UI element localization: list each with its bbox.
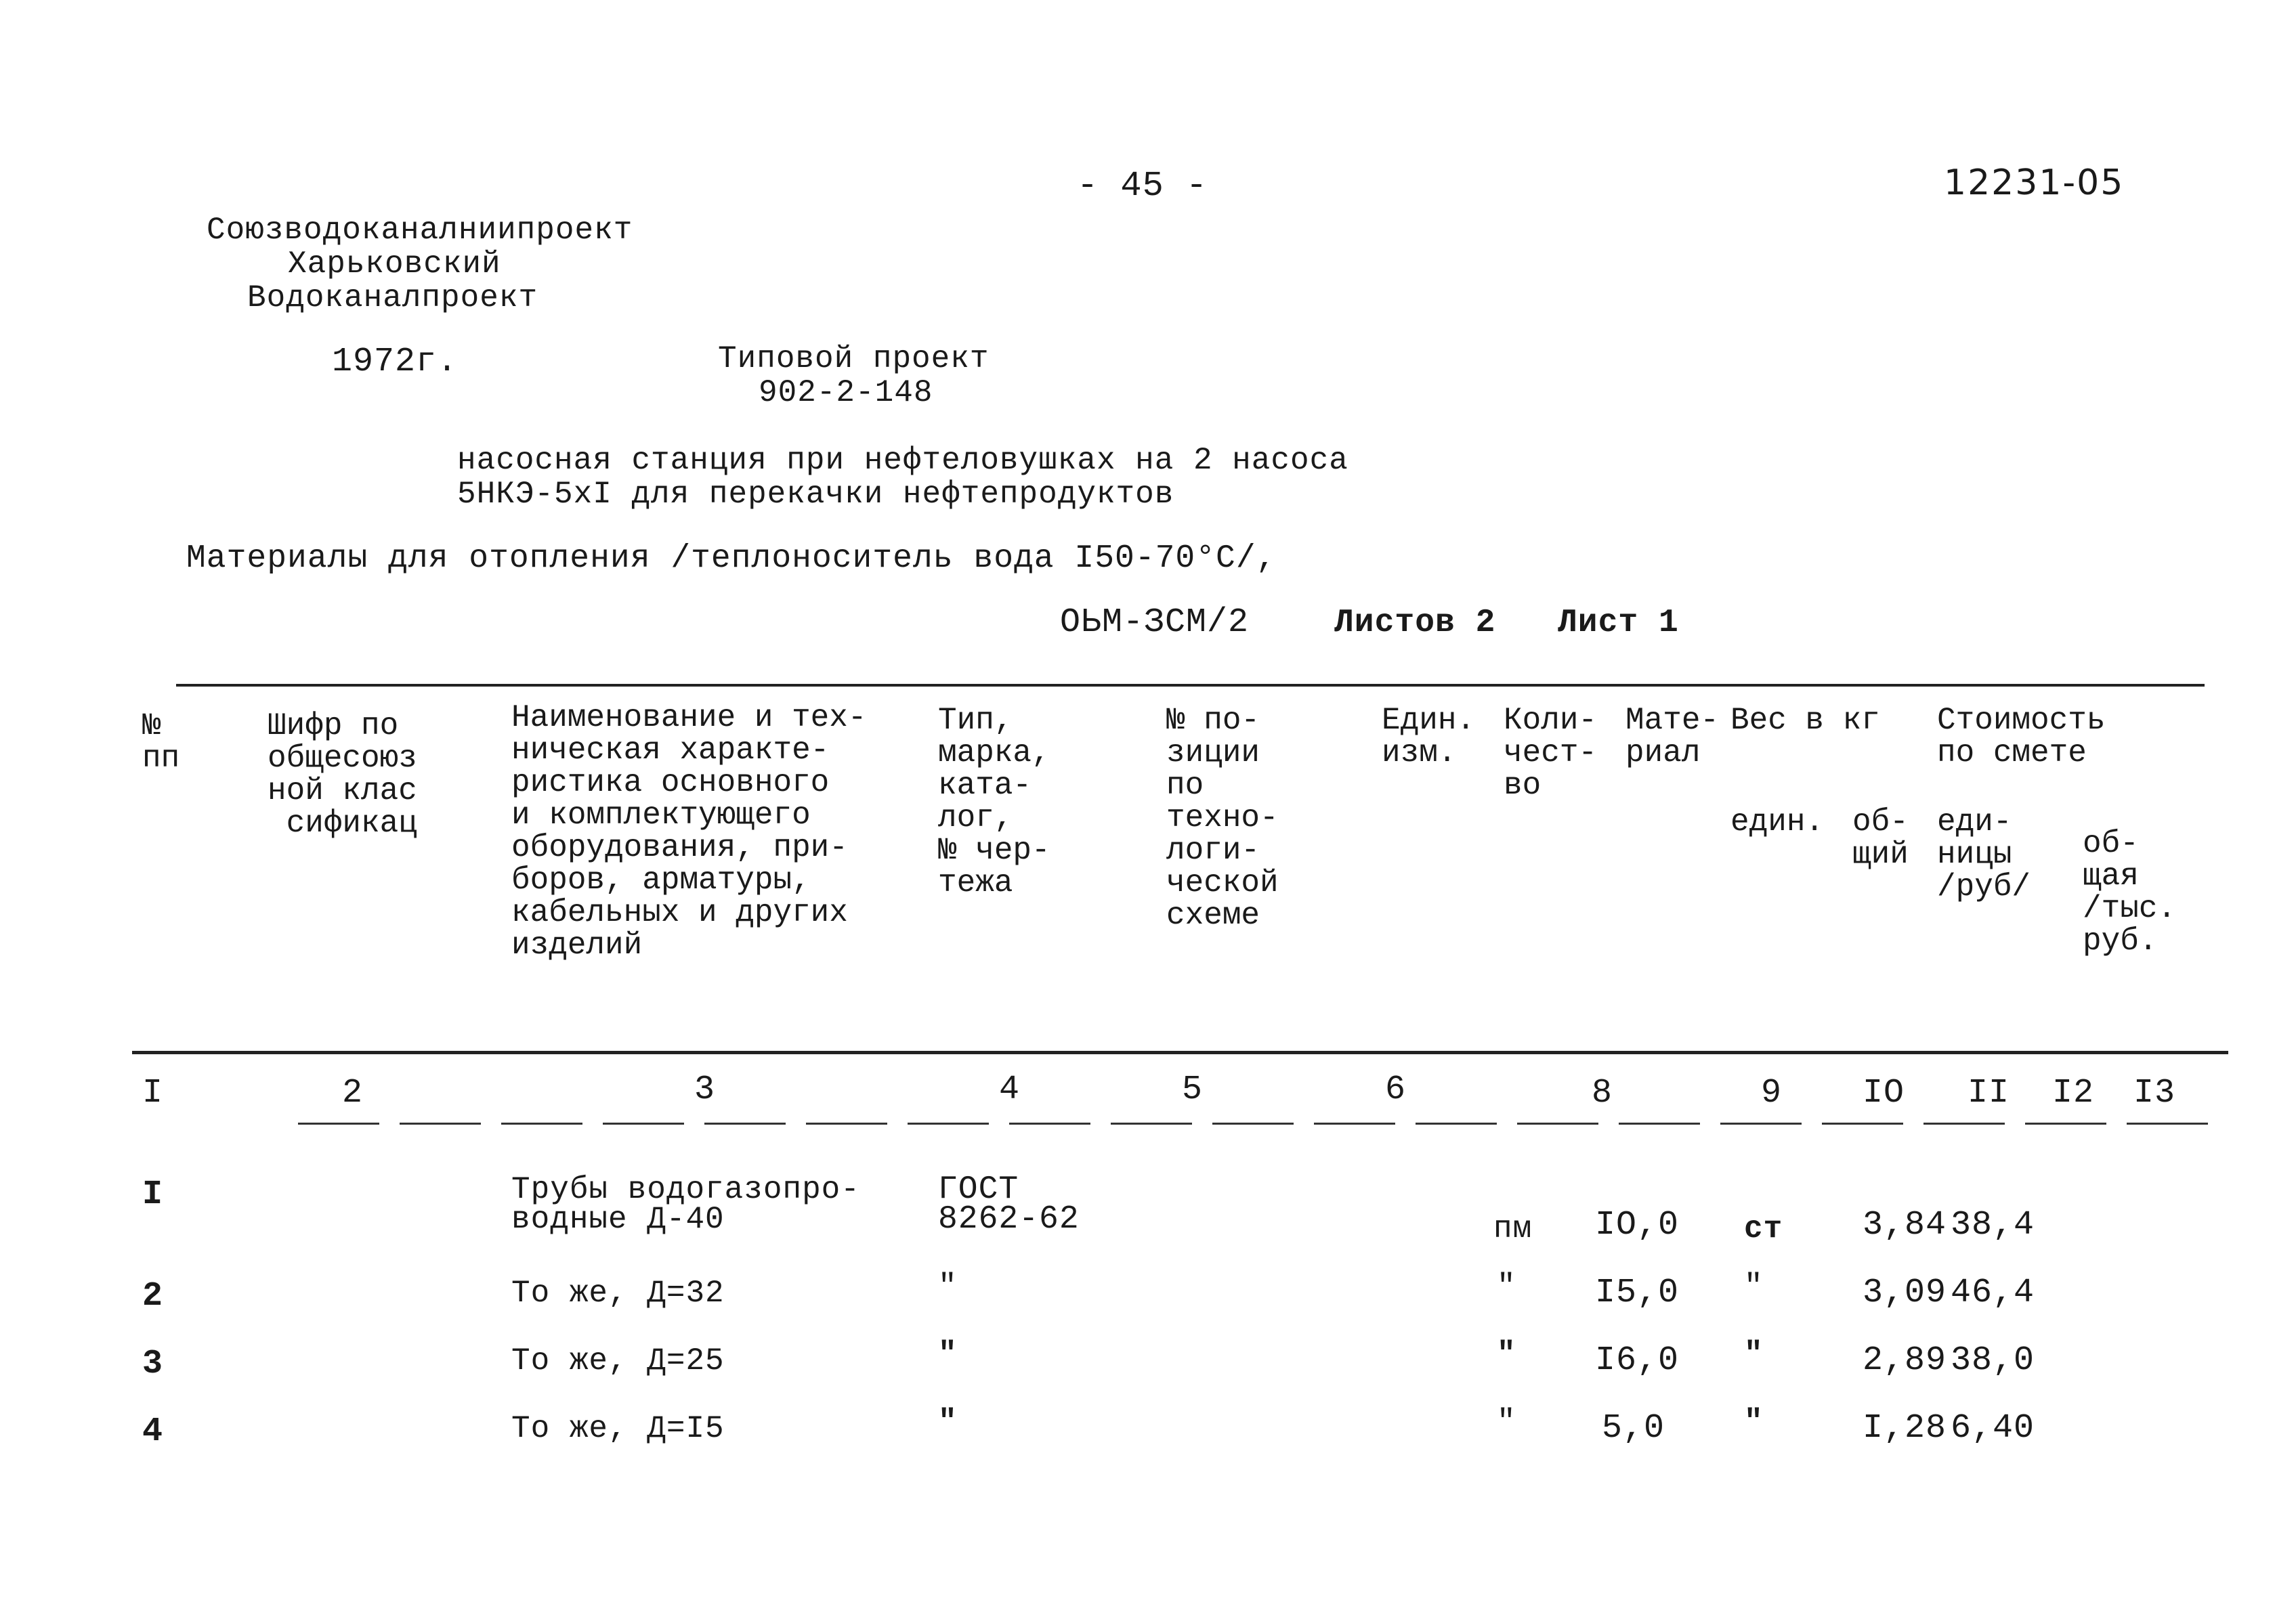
row-unit: " [1497, 1337, 1516, 1372]
row-total: 6,40 [1951, 1409, 2035, 1448]
header-col-7: Коли- чест- во [1504, 703, 1598, 803]
row-type: " [938, 1337, 958, 1372]
row-unit: " [1497, 1404, 1516, 1440]
col-number: I3 [2133, 1074, 2176, 1112]
row-number: 3 [142, 1345, 164, 1383]
row-name: То же, Д=32 [511, 1276, 725, 1311]
header-col-8: Мате- риал [1625, 703, 1720, 771]
row-unit: " [1497, 1269, 1516, 1304]
row-number: I [142, 1175, 164, 1214]
row-name: То же, Д=25 [511, 1343, 725, 1379]
row-material: " [1744, 1269, 1764, 1304]
col-number: 3 [694, 1070, 716, 1109]
header-col-5: № по- зиции по техно- логи- ческой схеме [1166, 703, 1279, 933]
header-col-4: Тип, марка, ката- лог, № чер- тежа [938, 703, 1050, 901]
row-qty: IO,0 [1595, 1206, 1680, 1245]
col-number: I [142, 1074, 164, 1112]
sheets-total: Листов 2 [1334, 605, 1496, 641]
row-material: " [1744, 1337, 1764, 1372]
org-line-1: Союзводоканалниипроект [207, 213, 633, 248]
header-col-9-sub: един. [1730, 804, 1825, 840]
table-top-rule [176, 684, 2205, 687]
row-type: " [938, 1269, 958, 1304]
header-col-2: Шифр по общесоюз ной клас сификац [268, 708, 417, 841]
header-col-12: об- щая /тыс. руб. [2083, 826, 2177, 959]
description-line-1: насосная станция при нефтеловушках на 2 насоса [457, 443, 1348, 478]
archive-number: 12231-05 [1944, 163, 2125, 203]
row-total: 46,4 [1951, 1274, 2035, 1312]
row-price: 3,84 [1863, 1206, 1947, 1245]
header-col-6: Един. изм. [1382, 703, 1476, 771]
sheet-code: ОЬМ-ЗСМ/2 [1060, 603, 1250, 642]
row-price: I,28 [1863, 1409, 1947, 1448]
col-number: II [1968, 1074, 2010, 1112]
header-col-11-sub: еди- ницы /руб/ [1937, 804, 2031, 905]
row-qty: 5,0 [1602, 1409, 1665, 1448]
row-unit: пм [1493, 1211, 1533, 1247]
row-total: 38,0 [1951, 1341, 2035, 1380]
row-price: 3,09 [1863, 1274, 1947, 1312]
row-type: ГОСТ 8262-62 [938, 1171, 1080, 1238]
row-material: " [1744, 1404, 1764, 1440]
materials-title: Материалы для отопления /теплоноситель вода I50-70°С/, [186, 540, 1277, 577]
header-col-11: Стоимость по смете [1937, 703, 2106, 771]
col-number: 2 [342, 1074, 364, 1112]
header-col-1: № пп [142, 708, 180, 776]
description-line-2: 5НКЭ-5хI для перекачки нефтепродуктов [457, 477, 1174, 512]
row-number: 4 [142, 1412, 164, 1451]
header-col-9: Вес в кг [1730, 703, 1880, 738]
sheet-number: Лист 1 [1558, 605, 1679, 641]
col-number: 4 [999, 1070, 1021, 1109]
col-numbers-rule [298, 1123, 2228, 1125]
header-bottom-rule [132, 1051, 2228, 1054]
year: 1972г. [332, 343, 459, 381]
row-qty: I6,0 [1595, 1341, 1680, 1380]
header-col-3: Наименование и тех- ническая характе- ристика основного и комплектующего оборудования, при- боров, арматуры, кабельных и других изделий [511, 700, 867, 963]
col-number: I2 [2052, 1074, 2095, 1112]
col-number: 9 [1761, 1074, 1783, 1112]
row-price: 2,89 [1863, 1341, 1947, 1380]
page-number: - 45 - [1077, 166, 1208, 206]
row-material: ст [1744, 1211, 1783, 1247]
row-total: 38,4 [1951, 1206, 2035, 1245]
row-name: То же, Д=I5 [511, 1411, 725, 1446]
col-number: 6 [1385, 1070, 1407, 1109]
project-label: Типовой проект [718, 341, 990, 376]
project-code: 902-2-148 [759, 375, 933, 410]
col-number: 8 [1592, 1074, 1613, 1112]
row-number: 2 [142, 1277, 164, 1316]
col-number: IO [1863, 1074, 1905, 1112]
org-line-2: Харьковский [288, 246, 501, 282]
row-qty: I5,0 [1595, 1274, 1680, 1312]
header-col-10: об- щий [1852, 804, 1909, 872]
org-line-3: Водоканалпроект [247, 280, 538, 316]
row-name: Трубы водогазопро- водные Д-40 [511, 1172, 860, 1237]
col-number: 5 [1182, 1070, 1204, 1109]
row-type: " [938, 1404, 958, 1440]
